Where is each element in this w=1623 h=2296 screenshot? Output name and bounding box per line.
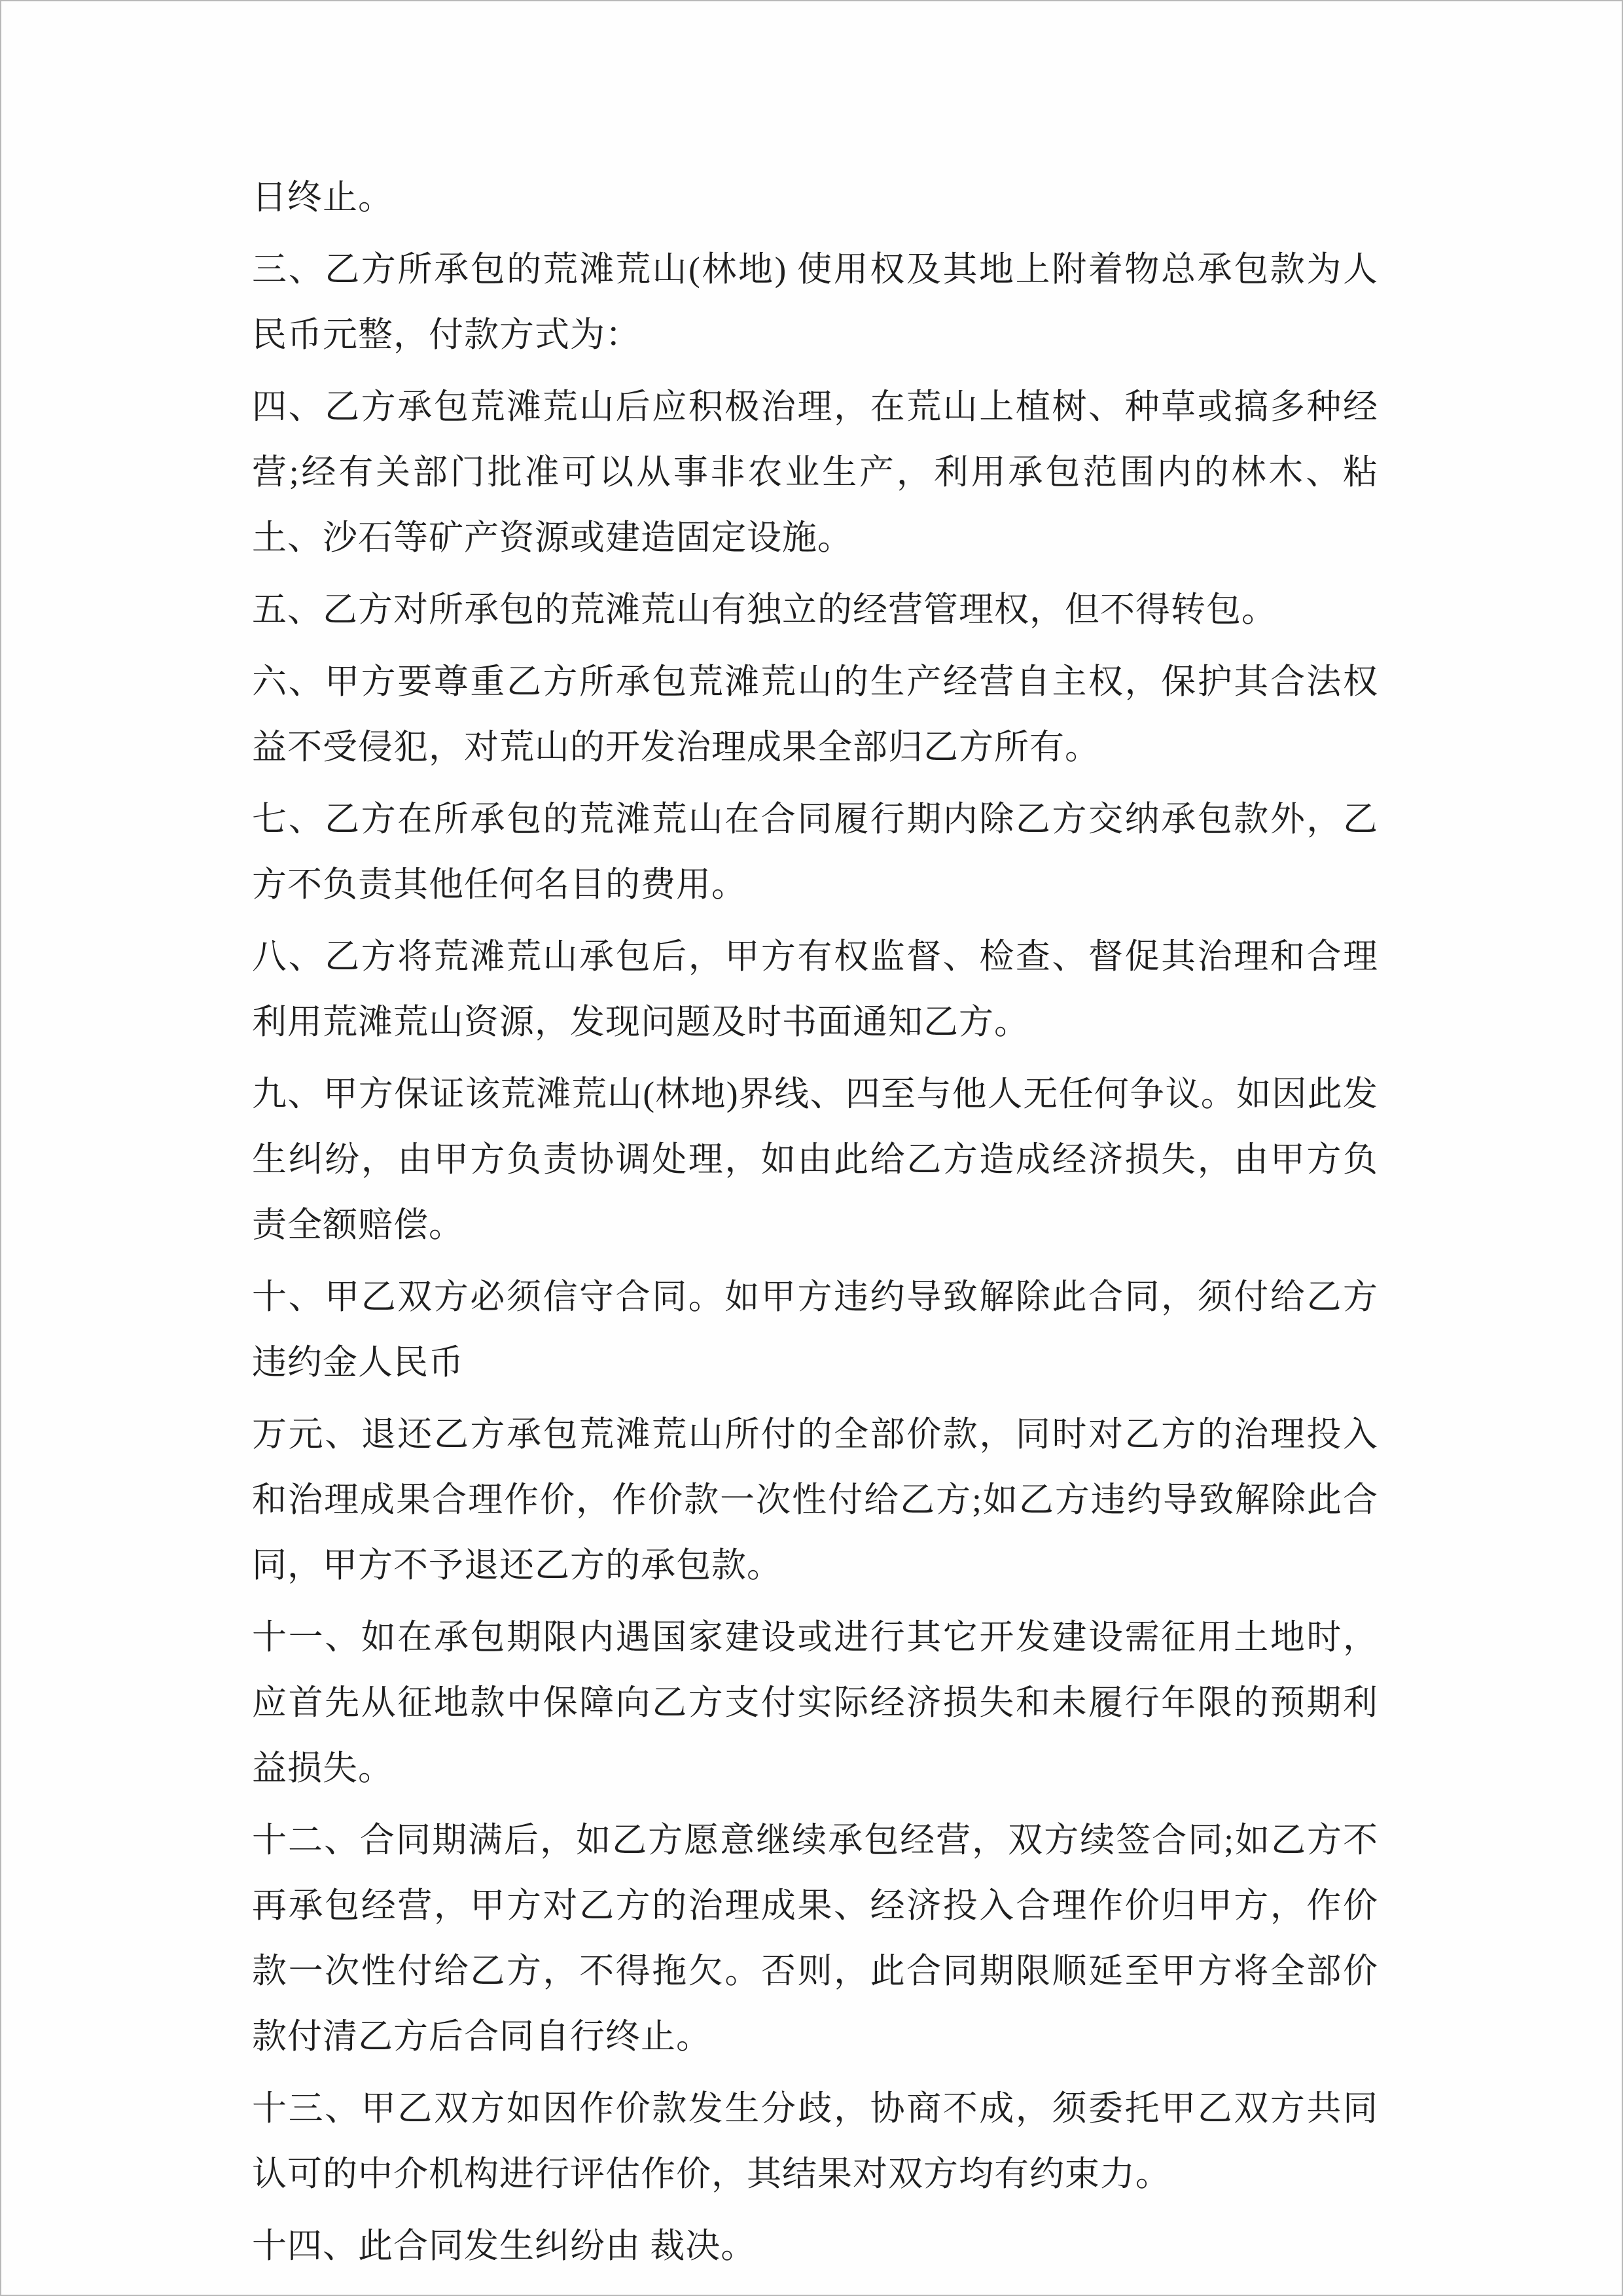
contract-text-body <box>252 165 1378 2286</box>
paragraph-clause-13: 十三、甲乙双方如因作价款发生分歧，协商不成，须委托甲乙双方共同认可的中介机构进行评估作价，其结果对双方均有约束力。 <box>252 2090 1378 2193</box>
paragraph-clause-10-part1: 十、甲乙双方必须信守合同。如甲方违约导致解除此合同，须付给乙方违约金人民币 <box>252 1278 1378 1382</box>
paragraph-clause-3: 三、乙方所承包的荒滩荒山(林地) 使用权及其地上附着物总承包款为人民币元整，付款方式为： <box>252 251 1378 354</box>
paragraph-clause-5: 五、乙方对所承包的荒滩荒山有独立的经营管理权，但不得转包。 <box>252 591 1277 629</box>
paragraph-clause-6: 六、甲方要尊重乙方所承包荒滩荒山的生产经营自主权，保护其合法权益不受侵犯，对荒山的开发治理成果全部归乙方所有。 <box>252 663 1378 766</box>
paragraph-clause-11: 十一、如在承包期限内遇国家建设或进行其它开发建设需征用土地时，应首先从征地款中保障向乙方支付实际经济损失和未履行年限的预期利益损失。 <box>252 1619 1378 1787</box>
paragraph-clause-4: 四、乙方承包荒滩荒山后应积极治理，在荒山上植树、种草或搞多种经营;经有关部门批准可以从事非农业生产，利用承包范围内的林木、粘土、沙石等矿产资源或建造固定设施。 <box>252 388 1378 557</box>
paragraph-clause-10-part2: 万元、退还乙方承包荒滩荒山所付的全部价款，同时对乙方的治理投入和治理成果合理作价，作价款一次性付给乙方;如乙方违约导致解除此合同，甲方不予退还乙方的承包款。 <box>252 1416 1378 1585</box>
paragraph-clause-8: 八、乙方将荒滩荒山承包后，甲方有权监督、检查、督促其治理和合理利用荒滩荒山资源，发现问题及时书面通知乙方。 <box>252 938 1378 1041</box>
paragraph-clause-12: 十二、合同期满后，如乙方愿意继续承包经营，双方续签合同;如乙方不再承包经营，甲方对乙方的治理成果、经济投入合理作价归甲方，作价款一次性付给乙方，不得拖欠。否则，此合同期限顺延至甲方将全部价款付清乙方后合同自行终止。 <box>252 1821 1378 2056</box>
paragraph-clause-9: 九、甲方保证该荒滩荒山(林地)界线、四至与他人无任何争议。如因此发生纠纷，由甲方负责协调处理，如由此给乙方造成经济损失，由甲方负责全额赔偿。 <box>252 1075 1378 1244</box>
paragraph-termination-date: 日终止。 <box>252 179 393 217</box>
paragraph-clause-7: 七、乙方在所承包的荒滩荒山在合同履行期内除乙方交纳承包款外，乙方不负责其他任何名目的费用。 <box>252 800 1378 904</box>
paragraph-clause-14: 十四、此合同发生纠纷由 裁决。 <box>252 2227 757 2265</box>
